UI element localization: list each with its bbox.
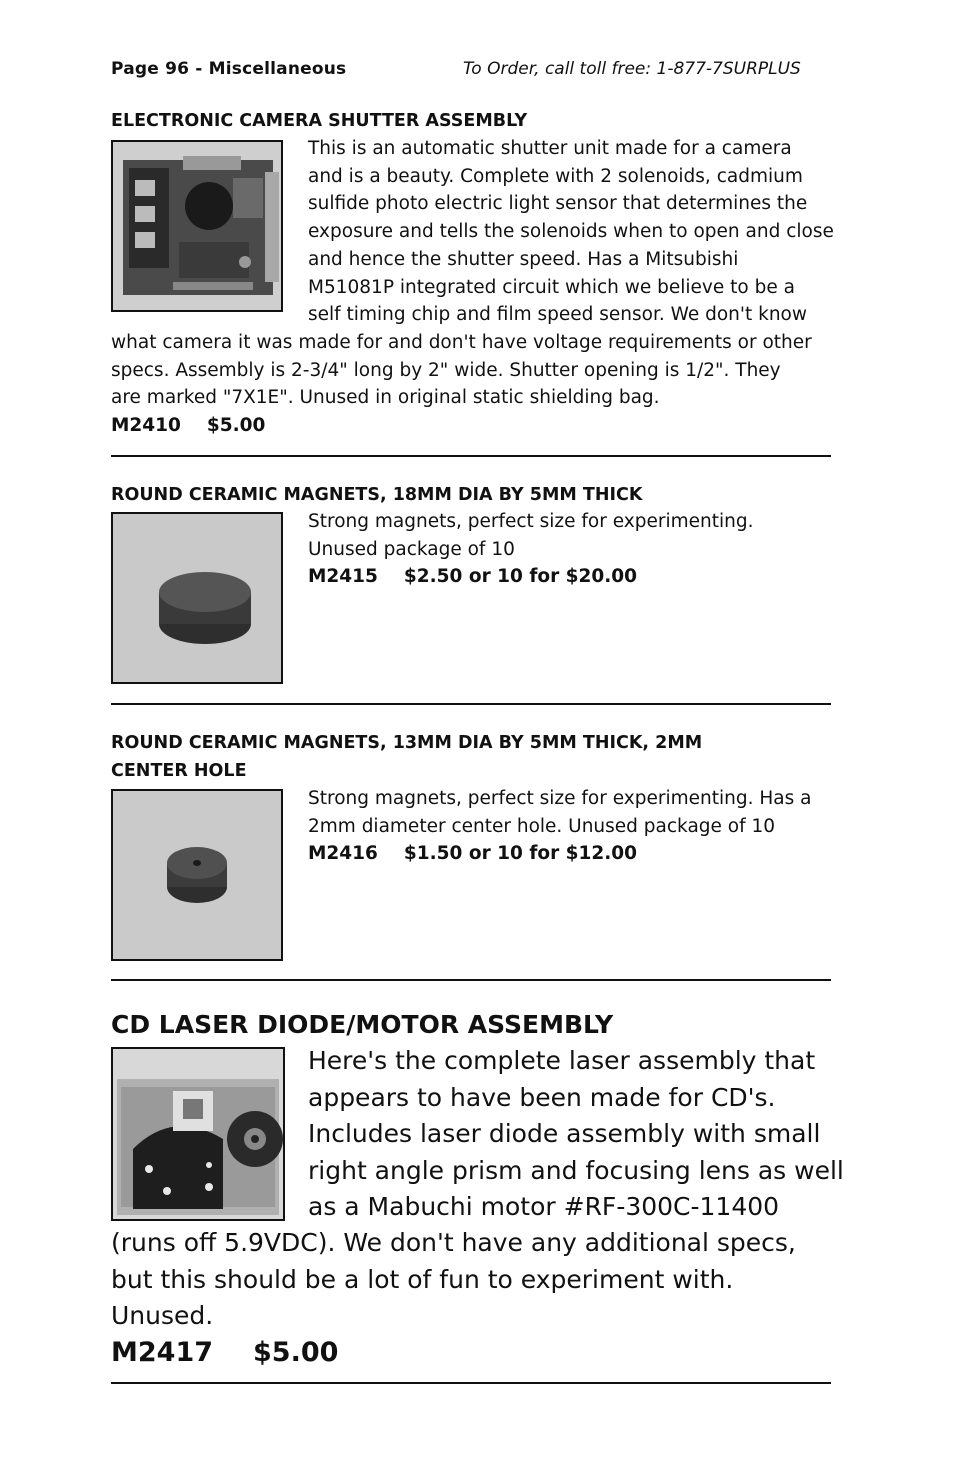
magnet-13mm-photo [111, 789, 283, 961]
desc-line: what camera it was made for and don't have voltage requirements or other [111, 332, 812, 353]
cd-laser-photo [111, 1047, 285, 1221]
sku-code: M2417 [111, 1336, 214, 1368]
product-title: ELECTRONIC CAMERA SHUTTER ASSEMBLY [111, 111, 528, 131]
desc-line: Here's the complete laser assembly that [308, 1046, 816, 1075]
product-description-full [111, 1225, 851, 1371]
magnet-18mm-photo [111, 512, 283, 684]
magnet-ring-image [113, 791, 281, 959]
product-description-side [308, 508, 848, 591]
sku-price-line [111, 412, 841, 440]
desc-line: Strong magnets, perfect size for experimenting. [308, 511, 754, 532]
product-description-side [308, 1043, 848, 1226]
desc-line: specs. Assembly is 2-3/4" long by 2" wide. Shutter opening is 1/2". They [111, 359, 781, 381]
price: $2.50 or 10 for $20.00 [403, 566, 638, 588]
desc-line: appears to have been made for CD's. [308, 1082, 776, 1112]
desc-line: M51081P integrated circuit which we believe to be a [308, 276, 795, 298]
sku-price-line [111, 1335, 851, 1371]
desc-line: and is a beauty. Complete with 2 solenoids, cadmium [308, 165, 803, 187]
product-description-side [308, 135, 848, 329]
desc-line: This is an automatic shutter unit made for a camera [308, 138, 792, 159]
desc-line: are marked "7X1E". Unused in original static shielding bag. [111, 387, 660, 409]
desc-line: Includes laser diode assembly with small [308, 1119, 821, 1148]
circuit-board-image [113, 142, 281, 310]
magnet-disc-image [113, 514, 281, 682]
product-cd-laser-assembly [111, 1008, 844, 1368]
section-divider [111, 455, 831, 457]
product-title-line: CENTER HOLE [111, 761, 247, 781]
product-description-full [111, 329, 841, 440]
section-divider [111, 1382, 831, 1384]
desc-line: right angle prism and focusing lens as well [308, 1155, 844, 1185]
product-magnet-18mm [111, 481, 841, 588]
desc-line: sulfide photo electric light sensor that determines the [308, 193, 808, 215]
sku-code: M2416 [308, 843, 378, 865]
product-title-line: ROUND CERAMIC MAGNETS, 13MM DIA BY 5MM THICK, 2MM [111, 733, 703, 753]
shutter-assembly-photo [111, 140, 283, 312]
price: $5.00 [206, 415, 266, 437]
sku-price-line [308, 840, 848, 868]
price: $5.00 [253, 1336, 339, 1368]
desc-line: 2mm diameter center hole. Unused package of 10 [308, 815, 776, 837]
page-header-section: Page 96 - Miscellaneous [111, 59, 347, 79]
desc-line: as a Mabuchi motor #RF-300C-11400 [308, 1192, 780, 1221]
section-divider [111, 703, 831, 705]
product-magnet-13mm [111, 729, 841, 865]
section-divider [111, 979, 831, 981]
sku-code: M2410 [111, 415, 181, 437]
laser-motor-image [113, 1049, 283, 1219]
desc-line: exposure and tells the solenoids when to open and close [308, 221, 834, 243]
sku-price-line [308, 563, 848, 591]
product-title: ROUND CERAMIC MAGNETS, 18MM DIA BY 5MM THICK [111, 485, 643, 505]
order-phone-line: To Order, call toll free: 1-877-7SURPLUS [463, 59, 801, 79]
desc-line: and hence the shutter speed. Has a Mitsubishi [308, 248, 739, 270]
desc-line: but this should be a lot of fun to experiment with. [111, 1264, 734, 1294]
sku-code: M2415 [308, 566, 378, 588]
product-description-side [308, 785, 848, 868]
price: $1.50 or 10 for $12.00 [403, 843, 638, 865]
product-title: CD LASER DIODE/MOTOR ASSEMBLY [111, 1010, 614, 1039]
desc-line: (runs off 5.9VDC). We don't have any additional specs, [111, 1228, 796, 1257]
desc-line: Unused. [111, 1301, 214, 1330]
desc-line: self timing chip and film speed sensor. We don't know [308, 304, 808, 326]
desc-line: Unused package of 10 [308, 538, 515, 560]
desc-line: Strong magnets, perfect size for experimenting. Has a [308, 788, 812, 809]
product-camera-shutter [111, 107, 841, 437]
